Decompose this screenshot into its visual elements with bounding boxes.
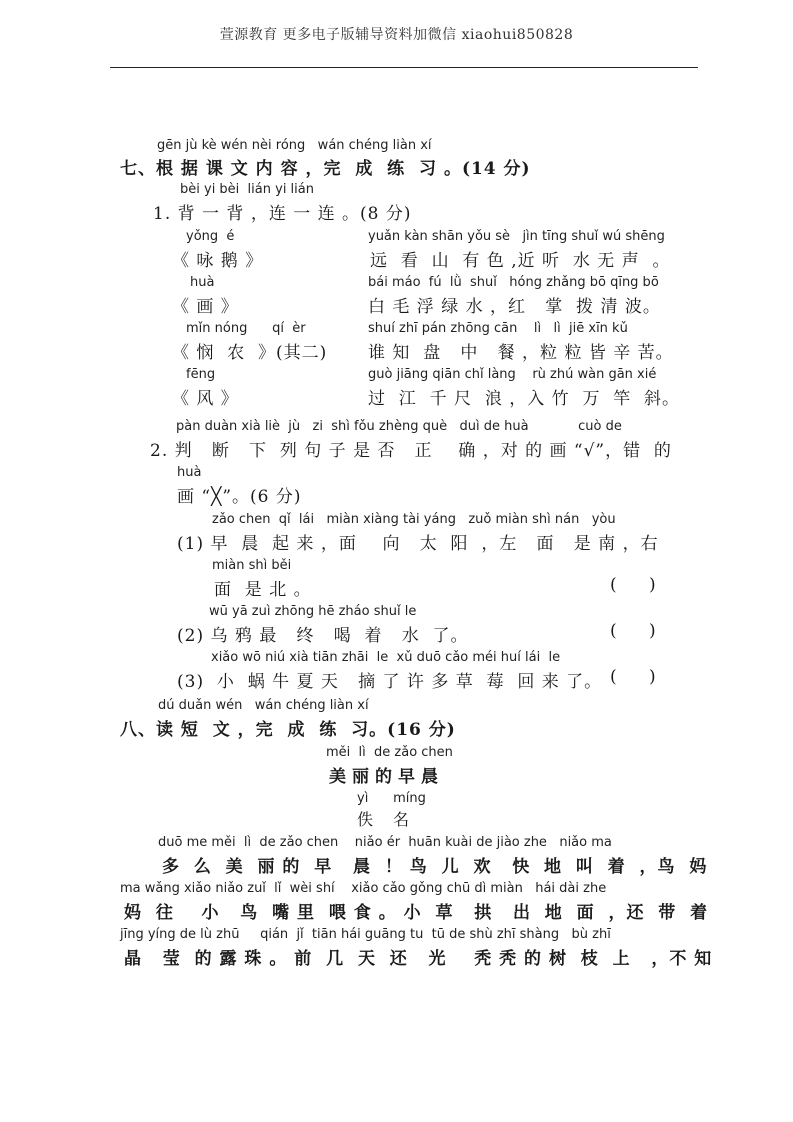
q2-title-line2: 画 “╳”。(6 分) (177, 487, 302, 507)
passage-line: 妈 往 小 鸟 嘴 里 喂 食 。 小 草 拱 出 地 面 ，还 带 着 (124, 903, 709, 923)
poem-title: 《 画 》 (172, 297, 239, 317)
answer-blank[interactable]: ( ) (610, 667, 656, 687)
item-text: (1) 早 晨 起 来 ，面 向 太 阳 ，左 面 是 南 ，右 (177, 534, 659, 554)
verse-line: 白 毛 浮 绿 水 ，红 掌 拨 清 波。 (368, 297, 661, 317)
item-text: (2) 乌 鸦 最 终 喝 着 水 了。 (177, 626, 469, 646)
passage-pinyin: duō me měi lì de zǎo chen niǎo ér huān kuài de jiào zhe niǎo ma (158, 835, 612, 850)
q2-pinyin-line2: huà (177, 465, 202, 480)
passage-pinyin: ma wǎng xiǎo niǎo zuǐ lǐ wèi shí xiǎo cǎo gǒng chū dì miàn hái dài zhe (120, 881, 607, 896)
item-text: 面 是 北 。 (214, 580, 312, 600)
verse-pinyin: shuí zhī pán zhōng cān lì lì jiē xīn kǔ (368, 321, 628, 336)
verse-line: 谁 知 盘 中 餐 ，粒 粒 皆 辛 苦。 (368, 343, 674, 363)
header-divider (110, 67, 698, 68)
q2-pinyin: pàn duàn xià liè jù zi shì fǒu zhèng què duì de huà cuò de (176, 419, 622, 434)
verse-line: 远 看 山 有 色 ,近 听 水 无 声 。 (370, 251, 671, 271)
poem-title: 《 风 》 (172, 389, 239, 409)
q1-title: 1. 背 一 背 ，连 一 连 。(8 分) (153, 204, 412, 224)
verse-pinyin: bái máo fú lǜ shuǐ hóng zhǎng bō qīng bō (368, 275, 659, 290)
section8-title: 八、读 短 文 ，完 成 练 习。(16 分) (120, 720, 456, 740)
verse-pinyin: guò jiāng qiān chǐ làng rù zhú wàn gān xié (368, 367, 657, 382)
poem-pinyin: huà (190, 275, 215, 290)
item-pinyin: xiǎo wō niú xià tiān zhāi le xǔ duō cǎo méi huí lái le (211, 650, 561, 665)
author-name: 佚名 (357, 810, 430, 829)
q2-title-line1: 2. 判 断 下 列 句 子 是 否 正 确 ，对 的 画 “√”，错 的 (150, 441, 672, 461)
section7-pinyin: gēn jù kè wén nèi róng wán chéng liàn xí (157, 138, 432, 153)
story-title: 美丽的早晨 (329, 767, 444, 787)
author-pinyin: yì míng (357, 791, 426, 806)
page-header-watermark: 萱源教育 更多电子版辅导资料加微信 xiaohui850828 (219, 27, 574, 43)
passage-line: 晶 莹 的 露 珠 。 前 几 天 还 光 秃 秃 的 树 枝 上 ，不 知 (124, 949, 713, 969)
item-pinyin: miàn shì běi (212, 558, 292, 573)
section7-title: 七、根 据 课 文 内 容 ，完 成 练 习 。(14 分) (120, 159, 531, 179)
verse-line: 过 江 千 尺 浪 ，入 竹 万 竿 斜。 (368, 389, 681, 409)
item-pinyin: zǎo chen qǐ lái miàn xiàng tài yáng zuǒ miàn shì nán yòu (212, 512, 616, 527)
poem-pinyin: yǒng é (186, 229, 235, 244)
item-text: (3) 小 蜗 牛 夏 天 摘 了 许 多 草 莓 回 来 了。 (177, 672, 603, 692)
poem-pinyin: fēng (186, 367, 216, 382)
section8-pinyin: dú duǎn wén wán chéng liàn xí (158, 698, 369, 713)
poem-pinyin: mǐn nóng qí èr (186, 321, 306, 336)
poem-title: 《 咏 鹅 》 (172, 251, 264, 271)
answer-blank[interactable]: ( ) (610, 621, 656, 641)
q1-pinyin: bèi yi bèi lián yi lián (180, 182, 314, 197)
passage-pinyin: jīng yíng de lù zhū qián jǐ tiān hái guāng tu tū de shù zhī shàng bù zhī (120, 927, 611, 942)
story-title-pinyin: měi lì de zǎo chen (326, 745, 453, 760)
answer-blank[interactable]: ( ) (610, 575, 656, 595)
item-pinyin: wū yā zuì zhōng hē zháo shuǐ le (209, 604, 417, 619)
passage-line: 多 么 美 丽 的 早 晨 ！ 鸟 儿 欢 快 地 叫 着 ，鸟 妈 (162, 857, 708, 877)
verse-pinyin: yuǎn kàn shān yǒu sè jìn tīng shuǐ wú shēng (368, 229, 665, 244)
poem-title: 《 悯 农 》(其二) (172, 343, 328, 363)
